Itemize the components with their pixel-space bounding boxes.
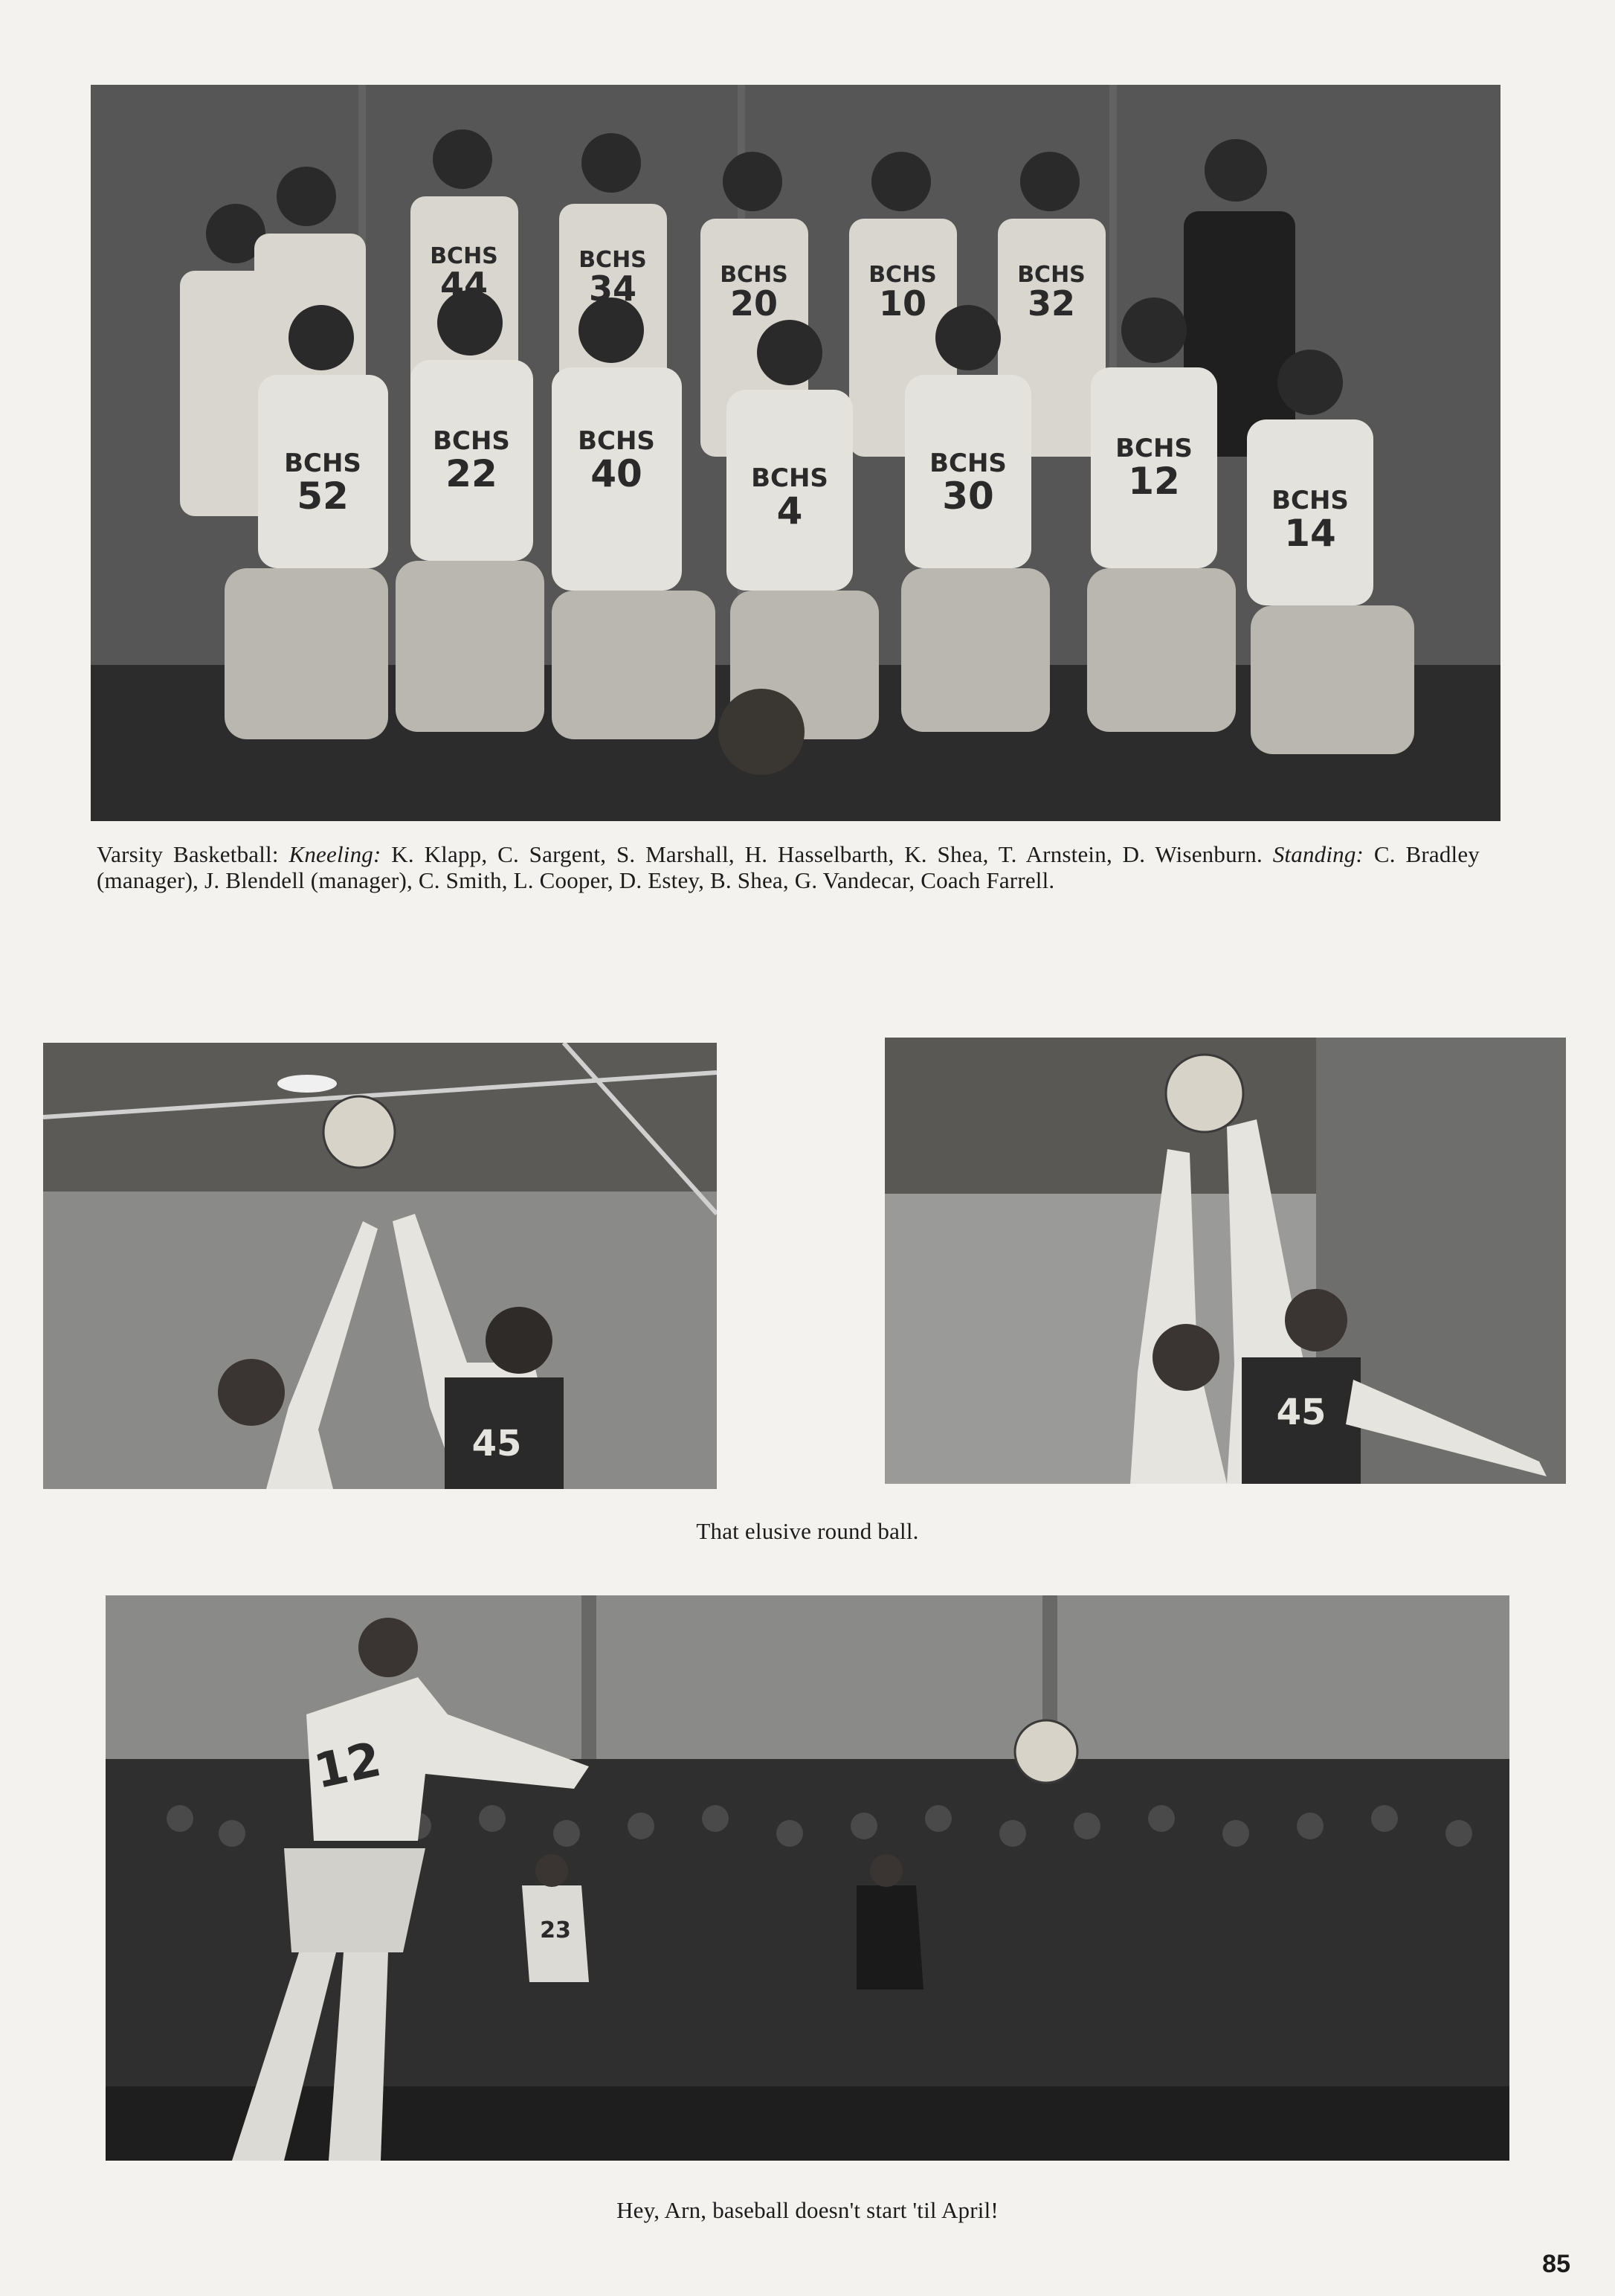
standing-jersey-number: 44: [439, 265, 489, 305]
jersey-number: 45: [1276, 1392, 1327, 1433]
game-photo-caption: Hey, Arn, baseball doesn't start 'til April!: [616, 2197, 999, 2223]
team-photo: [91, 85, 1500, 821]
kneeling-jersey-text: BCHS: [578, 426, 655, 456]
caption-prefix: Varsity Basketball:: [97, 841, 279, 867]
standing-jersey-number: 20: [729, 283, 779, 324]
standing-jersey-number: 10: [878, 283, 927, 324]
kneeling-jersey-number: 40: [590, 452, 642, 495]
action-photos-caption: That elusive round ball.: [696, 1518, 919, 1544]
game-photo: [106, 1595, 1509, 2161]
kneeling-jersey-number: 30: [942, 475, 994, 518]
kneeling-jersey-number: 12: [1128, 460, 1180, 503]
kneeling-label: Kneeling:: [288, 841, 381, 867]
kneeling-jersey-text: BCHS: [433, 426, 510, 456]
kneeling-jersey-number: 22: [445, 452, 497, 495]
kneeling-names: K. Klapp, C. Sargent, S. Marshall, H. Hasselbarth, K. Shea, T. Arnstein, D. Wisenburn.: [391, 841, 1263, 867]
kneeling-jersey-text: BCHS: [929, 448, 1007, 478]
kneeling-jersey-text: BCHS: [284, 448, 361, 478]
standing-label: Standing:: [1272, 841, 1364, 867]
kneeling-jersey-number: 4: [776, 489, 803, 533]
kneeling-jersey-number: 14: [1284, 512, 1336, 555]
jersey-number: 12: [309, 1732, 386, 1800]
standing-jersey-number: 34: [588, 268, 637, 309]
action-photo-right: [885, 1038, 1566, 1484]
page-number: 85: [1542, 2250, 1570, 2278]
kneeling-jersey-text: BCHS: [1115, 434, 1193, 463]
kneeling-jersey-number: 52: [297, 475, 349, 518]
jersey-number: 23: [540, 1917, 571, 1943]
team-photo-caption: [97, 842, 1480, 893]
standing-jersey-number: 32: [1027, 283, 1076, 324]
standing-jersey-text: BCHS: [720, 262, 788, 288]
standing-jersey-text: BCHS: [430, 243, 498, 269]
standing-jersey-text: BCHS: [1017, 262, 1086, 288]
action-photo-left: [43, 1043, 717, 1489]
standing-names: C. Bradley (manager), J. Blendell (manager), C. Smith, L. Cooper, D. Estey, B. Shea, G. Vandecar, Coach Farrell.: [97, 841, 1480, 893]
kneeling-jersey-text: BCHS: [1271, 486, 1349, 515]
standing-jersey-text: BCHS: [578, 247, 647, 273]
standing-jersey-text: BCHS: [868, 262, 937, 288]
kneeling-jersey-text: BCHS: [751, 463, 828, 493]
jersey-number: 45: [471, 1423, 522, 1464]
